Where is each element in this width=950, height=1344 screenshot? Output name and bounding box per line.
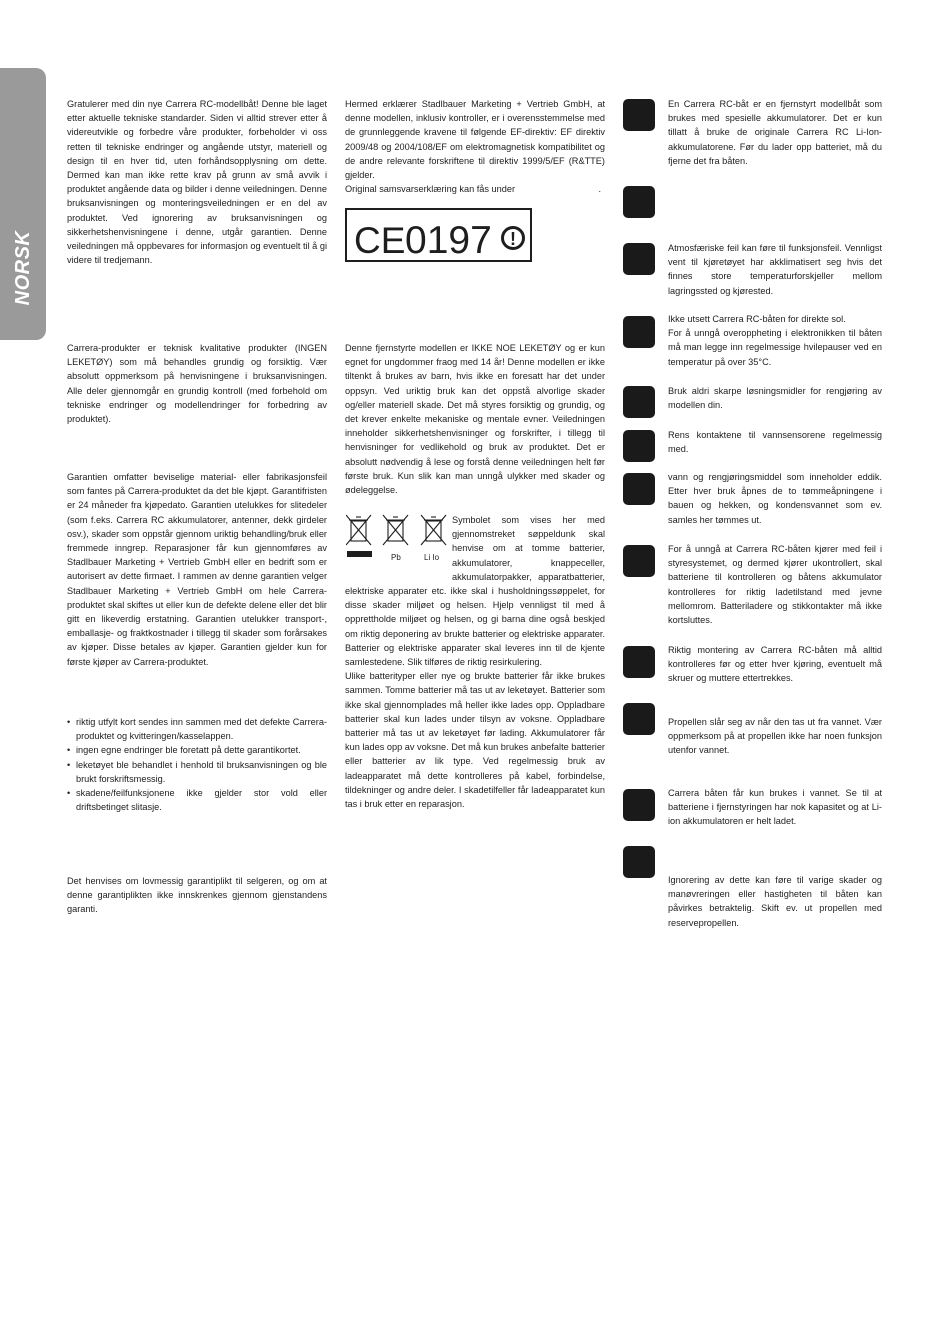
- safety-icon: [623, 646, 655, 678]
- safety-text-sun: Ikke utsett Carrera RC-båten for direkte sol.: [668, 314, 846, 324]
- declaration-link-text: Original samsvarserklæring kan fås under: [345, 184, 516, 195]
- safety-icon: [623, 430, 655, 462]
- warranty-paragraph: Garantien omfatter beviselige material- eller fabrikasjonsfeil som fantes på Carrera-produktet da det ble kjøpt. Garantifristen er 24 måneder fra kjøpedato. Garantien utelukkes for slitedeler (som f.eks. Carrera RC akkumulatorer, antenner, dekk girdeler osv.), skader som oppstår gjennom uriktig behandling/bruk eller fremmede inngrep. Reparasjoner får kun gjennomføres av Stadlbauer Marketing + Vertrieb GmbH eller en bedrift som er autorisert av dette firmaet. I rammen av denne garantien velger Stadlbauer Marketing + Vertrieb GmbH om hele Carrera-produktet skal skiftes ut eller kun de defekte delene eller det blir gitt en likeverdig erstatning. Garantien utelukker transport-, emballasje- og fraktkostnader i tillegg til skader som forårsakes av kjøper. Disse betales av kjøper. Garantien gjelder kun for første kjøper av Carrera-produktet.: [67, 472, 327, 667]
- ce-mark-text: CE: [354, 220, 406, 261]
- alert-mark: !: [510, 229, 516, 249]
- warranty-conditions-list: [67, 715, 327, 814]
- safety-text-drain: vann og rengjøringsmiddel som inneholder eddik. Etter hver bruk åpnes de to tømmeåpningene i bauen og hekken, og kondensvannet som ev. samles her tømmes ut.: [668, 472, 882, 525]
- safety-icon: [623, 846, 655, 878]
- safety-icon: [623, 99, 655, 131]
- declaration-link-line: [345, 182, 605, 196]
- safety-icon: [623, 186, 655, 218]
- ce-number: 0197: [405, 219, 492, 262]
- safety-icon: [623, 316, 655, 348]
- safety-text-water: Carrera båten får kun brukes i vannet. Se til at batteriene i fjernstyringen har nok kapasitet og at Li-ion akkumulatoren er helt ladet.: [668, 788, 882, 827]
- disposal-paragraph: [345, 513, 605, 669]
- language-label: NORSK: [11, 230, 34, 306]
- list-item: • leketøyet ble behandlet i henhold til bruksanvisningen og ble brukt forskriftsmessig.: [67, 758, 327, 786]
- ce-mark: [345, 208, 532, 262]
- safety-text-climate: Atmosfæriske feil kan føre til funksjonsfeil. Vennligst vent til kjøretøyet har akklimatisert seg hvis det finnes store temperaturforskjeller mellom lagringssted og kjørested.: [668, 243, 882, 296]
- safety-icon: [623, 789, 655, 821]
- safety-text-propeller: Propellen slår seg av når den tas ut fra vannet. Vær oppmerksom på at propellen ikke har noen funksjon utenfor vannet.: [668, 717, 882, 756]
- safety-icon: [623, 243, 655, 275]
- language-side-tab: [0, 68, 46, 340]
- declaration-link-end: .: [598, 184, 601, 195]
- pb-label: Pb: [391, 553, 401, 562]
- safety-text-battery: En Carrera RC-båt er en fjernstyrt modellbåt som brukes med spesielle akkumulatorer. Det er kun tillatt å bruke de originale Carrera RC Li-Ion-akkumulatorene. Før du lader opp batteriet, må du fjerne det fra båten.: [668, 99, 882, 166]
- safety-text-sensors: Rens kontaktene til vannsensorene regelmessig med.: [668, 430, 882, 455]
- safety-text-overheat: For å unngå overoppheting i elektronikken til båten må man legge inn regelmessige hvilepauser ved en temperatur på over 35°C.: [668, 328, 882, 367]
- list-item: • ingen egne endringer ble foretatt på dette garantikortet.: [67, 743, 327, 757]
- liion-label: Li Io: [424, 553, 440, 562]
- safety-text-damage: Ignorering av dette kan føre til varige skader og manøvreringen eller hastigheten til båten kan påvirkes betraktelig. Skift ev. ut propellen med reservepropellen.: [668, 875, 882, 928]
- safety-icon: [623, 386, 655, 418]
- intro-paragraph: Gratulerer med din nye Carrera RC-modellbåt! Denne ble laget etter aktuelle tekniske standarder. Siden vi alltid strever etter å videreutvikle og forbedre våre produkter, forbeholder vi oss retten til tekniske endringer og angående utstyr, materiell og design til en hver tid, uten forhåndsopplysning om dette. Dermed kan man ikke rette krav på grunn av små avvik i produktet angående data og bilder i denne veiledningen. Denne bruksanvisningen og monteringsveiledningen er en del av produktet. Ved ignorering av bruksanvisningen og sikkerhetshenvisningene i denne, utgår garantien. Denne veiledningen må oppbevares for informasjon og eventuelt til å gi videre til tredjemann.: [67, 99, 327, 266]
- safety-icon: [623, 703, 655, 735]
- legal-warranty-paragraph: Det henvises om lovmessig garantiplikt til selgeren, og om at denne garantiplikten ikke innskrenkes gjennom gjenstandens garanti.: [67, 876, 327, 915]
- quality-paragraph: Carrera-produkter er teknisk kvalitative produkter (INGEN LEKETØY) som må behandles grundig og forsiktig. Vær absolutt oppmerksom på henvisningene i bruksanvisningen. Alle deler gjennomgår en grundig kontroll (med forbehold om tekniske endringer og modellendringer for forbedring av produktet).: [67, 343, 327, 425]
- safety-text-control: For å unngå at Carrera RC-båten kjører med feil i styresystemet, og dermed kjører ukontrollert, skal batteriene til kontrolleren og båtens akkumulator kontrolleres for riktig ladetilstand med jevne mellomrom. Batteriladere og stikkontakter må ikke kortsluttes.: [668, 544, 882, 626]
- declaration-paragraph: Hermed erklærer Stadlbauer Marketing + Vertrieb GmbH, at denne modellen, inklusiv kontroller, er i overensstemmelse med de grunnleggende kravene til følgende EF-direktiv: EF direktiv 2009/48 og 2004/108/EF om elektromagnetisk kompatibilitet og de andre relevante forskriftene til direktiv 1999/5/EF (R&TTE) gjelder.: [345, 99, 605, 181]
- disposal-text: Symbolet som vises her med gjennomstreket søppeldunk skal henvise om at tomme batterier, akkumulatorer, knappeceller, akkumulatorpakker, apparatbatterier, elektriske apparater etc. ikke skal i husholdningssøppelet, for disse skader miljøet og helsen. Hjelp vennligst til med å opprettholde miljøet og helsen, og gi barna dine også beskjed om riktig deponering av brukte batterier og elektriske apparater. Batterier og elektriske apparater skal leveres inn til de kjente samlestedene. Slik tilføres de riktig resirkulering.: [345, 515, 605, 668]
- list-item: • riktig utfylt kort sendes inn sammen med det defekte Carrera-produktet og kvitteringen/kasselappen.: [67, 715, 327, 743]
- disposal-block: [345, 513, 605, 811]
- list-item: • skadene/feilfunksjonene ikke gjelder stor vold eller driftsbetinget slitasje.: [67, 786, 327, 814]
- safety-text-assembly: Riktig montering av Carrera RC-båten må alltid kontrolleres før og etter hver kjøring, eventuelt må skruer og muttere ettertrekkes.: [668, 645, 882, 684]
- declaration-block: [345, 97, 605, 196]
- battery-paragraph: Ulike batterityper eller nye og brukte batterier får ikke brukes sammen. Tomme batterier må tas ut av leketøyet. Batterier som ikke skal gjennomplades må heller ikke lades opp. Oppladbare batterier skal kun lades under tilsyn av voksne. Oppladbare batterier må tas ut av leketøyet før lading. Akkumulatorer får kun lades opp av voksne. Det må kun brukes anbefalte batterier eller batterier av lik type. Ved regelmessig bruk av ladeapparatet må dette kontrolleres på kabel, forbindelse, tildekninger og andre deler. I skadetilfeller får ladeapparatet kun tas i bruk etter en reparasjon.: [345, 671, 605, 810]
- safety-icon: [623, 473, 655, 505]
- not-a-toy-paragraph: Denne fjernstyrte modellen er IKKE NOE LEKETØY og er kun egnet for ungdommer fraog med 14 år! Denne modellen er ikke tiltenkt å brukes av barn, hvis ikke en foresatt har det under oppsyn. Ved uriktig bruk kan det oppstå alvorlige skader og/eller materiell skade. Det må styres forsiktig og grundig, og det krever enkelte mekaniske og mentale evner. Veiledningen inneholder sikkerhetshenvisninger og forskrifter, i tillegg til henvisninger for vedlikehold og bruk av produktet. Det er absolutt nødvendig å lese og forstå denne veiledningen helt før første bruk. Kun slik kan man unngå ulykker med skader og ødeleggelse.: [345, 343, 605, 496]
- safety-icon: [623, 545, 655, 577]
- safety-text-heat: [668, 312, 882, 369]
- safety-text-solvents: Bruk aldri skarpe løsningsmidler for rengjøring av modellen din.: [668, 386, 882, 411]
